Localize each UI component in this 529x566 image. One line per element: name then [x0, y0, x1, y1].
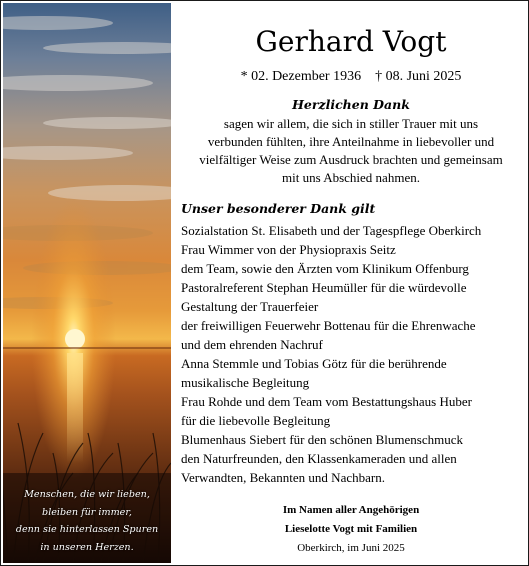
thanks-text — [181, 115, 521, 187]
list-item: für die liebevolle Begleitung — [181, 413, 331, 428]
deceased-name: Gerhard Vogt — [255, 25, 447, 58]
death-date: † 08. Juni 2025 — [375, 69, 462, 84]
signature-block — [181, 501, 521, 539]
list-item: Sozialstation St. Elisabeth und der Tagespflege Oberkirch — [181, 223, 482, 238]
quote-line: Menschen, die wir lieben, — [24, 489, 150, 500]
thanks-heading: Herzlichen Dank — [292, 97, 410, 112]
sunset-photo — [3, 3, 171, 563]
text-column — [181, 1, 521, 565]
place-date: Oberkirch, im Juni 2025 — [297, 542, 405, 554]
thanks-line: verbunden fühlten, ihre Anteilnahme in liebevoller und — [207, 134, 495, 149]
thanks-line: vielfältiger Weise zum Ausdruck brachten und gemeinsam — [199, 152, 503, 167]
list-item: Pastoralreferent Stephan Heumüller für die würdevolle — [181, 280, 467, 295]
list-item: Anna Stemmle und Tobias Götz für die berührende — [181, 356, 447, 371]
quote-line: bleiben für immer, — [42, 506, 132, 518]
signature-line: Lieselotte Vogt mit Familien — [284, 523, 418, 535]
list-item: Verwandten, Bekannten und Nachbarn. — [181, 470, 385, 485]
life-dates — [181, 69, 521, 85]
list-item: dem Team, sowie den Ärzten vom Klinikum Offenburg — [181, 261, 469, 276]
list-item: der freiwilligen Feuerwehr Bottenau für die Ehrenwache — [181, 318, 476, 333]
list-item: und dem ehrenden Nachruf — [181, 337, 323, 352]
photo-quote — [3, 486, 171, 556]
quote-line: denn sie hinterlassen Spuren — [15, 524, 159, 535]
thanks-line: mit uns Abschied nahmen. — [282, 170, 420, 185]
birth-date: * 02. Dezember 1936 — [240, 69, 362, 84]
sunset-image — [3, 3, 171, 563]
list-item: Blumenhaus Siebert für den schönen Blumenschmuck — [181, 432, 463, 447]
thanks-line: sagen wir allem, die sich in stiller Trauer mit uns — [223, 116, 479, 131]
signature-line: Im Namen aller Angehörigen — [282, 504, 420, 516]
special-thanks-heading: Unser besonderer Dank gilt — [181, 201, 376, 216]
special-thanks-list — [181, 221, 481, 487]
quote-line: in unseren Herzen. — [40, 541, 134, 553]
list-item: Gestaltung der Trauerfeier — [181, 299, 319, 314]
list-item: Frau Wimmer von der Physiopraxis Seitz — [181, 242, 396, 257]
list-item: musikalische Begleitung — [181, 375, 310, 390]
list-item: den Naturfreunden, den Klassenkameraden und allen — [181, 451, 457, 466]
list-item: Frau Rohde und dem Team vom Bestattungshaus Huber — [181, 394, 472, 409]
